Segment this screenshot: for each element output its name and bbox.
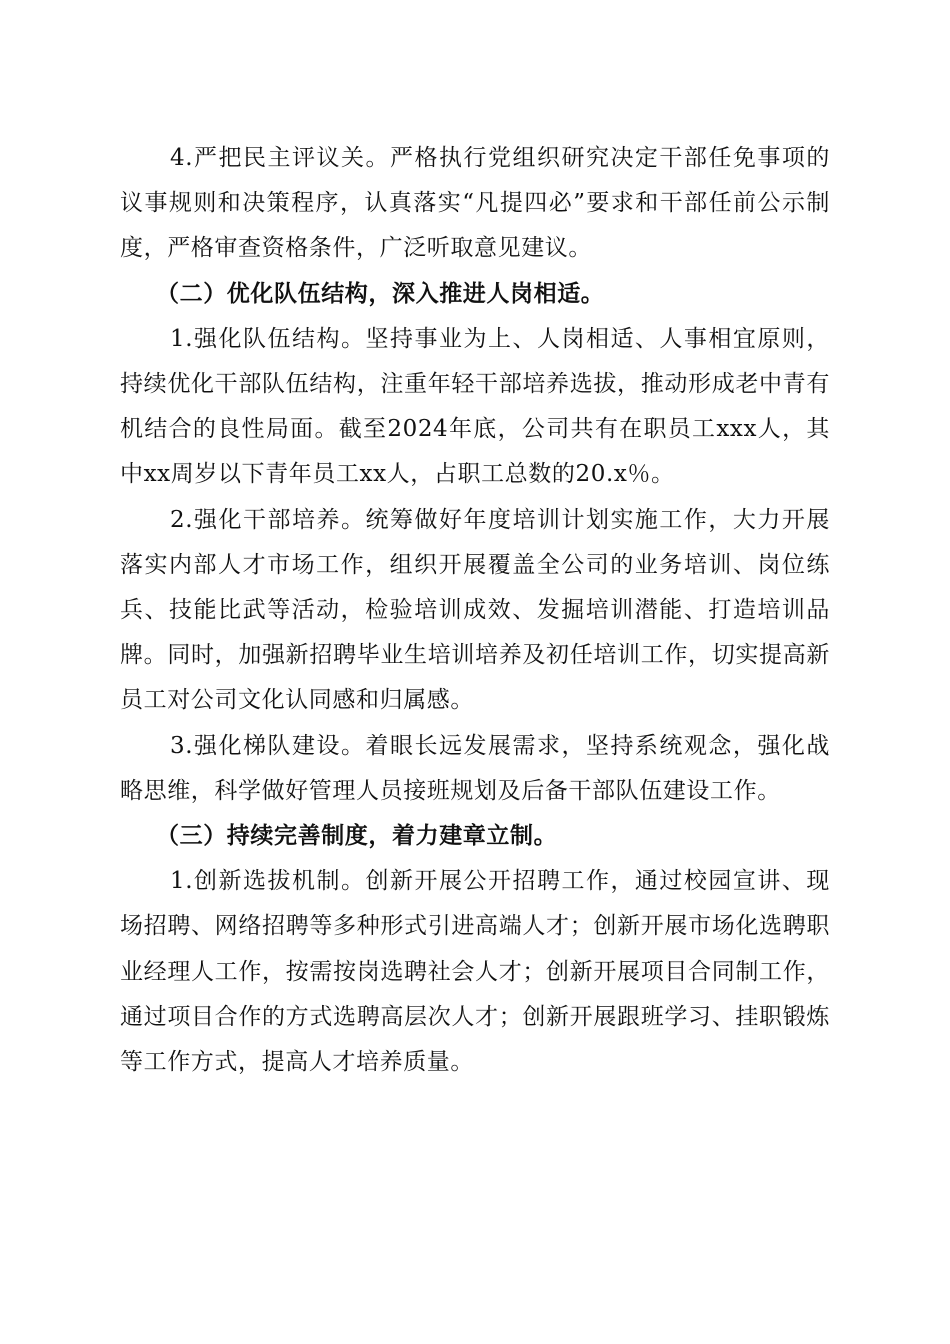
paragraph-team-structure: 1.强化队伍结构。坚持事业为上、人岗相适、人事相宜原则，持续优化干部队伍结构，注重年轻干部培养选拔，推动形成老中青有机结合的良性局面。截至2024年底，公司共有在职员工xxx人，其中xx周岁以下青年员工xx人，占职工总数的20.x％。 <box>120 325 830 488</box>
paragraph-selection-mechanism: 1.创新选拔机制。创新开展公开招聘工作，通过校园宣讲、现场招聘、网络招聘等多种形式引进高端人才；创新开展市场化选聘职业经理人工作，按需按岗选聘社会人才；创新开展项目合同制工作，通过项目合作的方式选聘高层次人才；创新开展跟班学习、挂职锻炼等工作方式，提高人才培养质量。 <box>120 868 830 1076</box>
section-heading-3: （三）持续完善制度，着力建章立制。 <box>156 823 558 850</box>
paragraph-cadre-training: 2.强化干部培养。统筹做好年度培训计划实施工作，大力开展落实内部人才市场工作，组织开展覆盖全公司的业务培训、岗位练兵、技能比武等活动，检验培训成效、发掘培训潜能、打造培训品牌。同时，加强新招聘毕业生培训培养及初任培训工作，切实提高新员工对公司文化认同感和归属感。 <box>120 506 830 714</box>
paragraph-democratic-evaluation: 4.严把民主评议关。严格执行党组织研究决定干部任免事项的议事规则和决策程序，认真落实“凡提四必”要求和干部任前公示制度，严格审查资格条件，广泛听取意见建议。 <box>120 145 830 262</box>
paragraph-echelon-building: 3.强化梯队建设。着眼长远发展需求，坚持系统观念，强化战略思维，科学做好管理人员接班规划及后备干部队伍建设工作。 <box>120 732 830 804</box>
section-heading-2: （二）优化队伍结构，深入推进人岗相适。 <box>156 280 605 307</box>
document-body <box>120 136 830 1085</box>
